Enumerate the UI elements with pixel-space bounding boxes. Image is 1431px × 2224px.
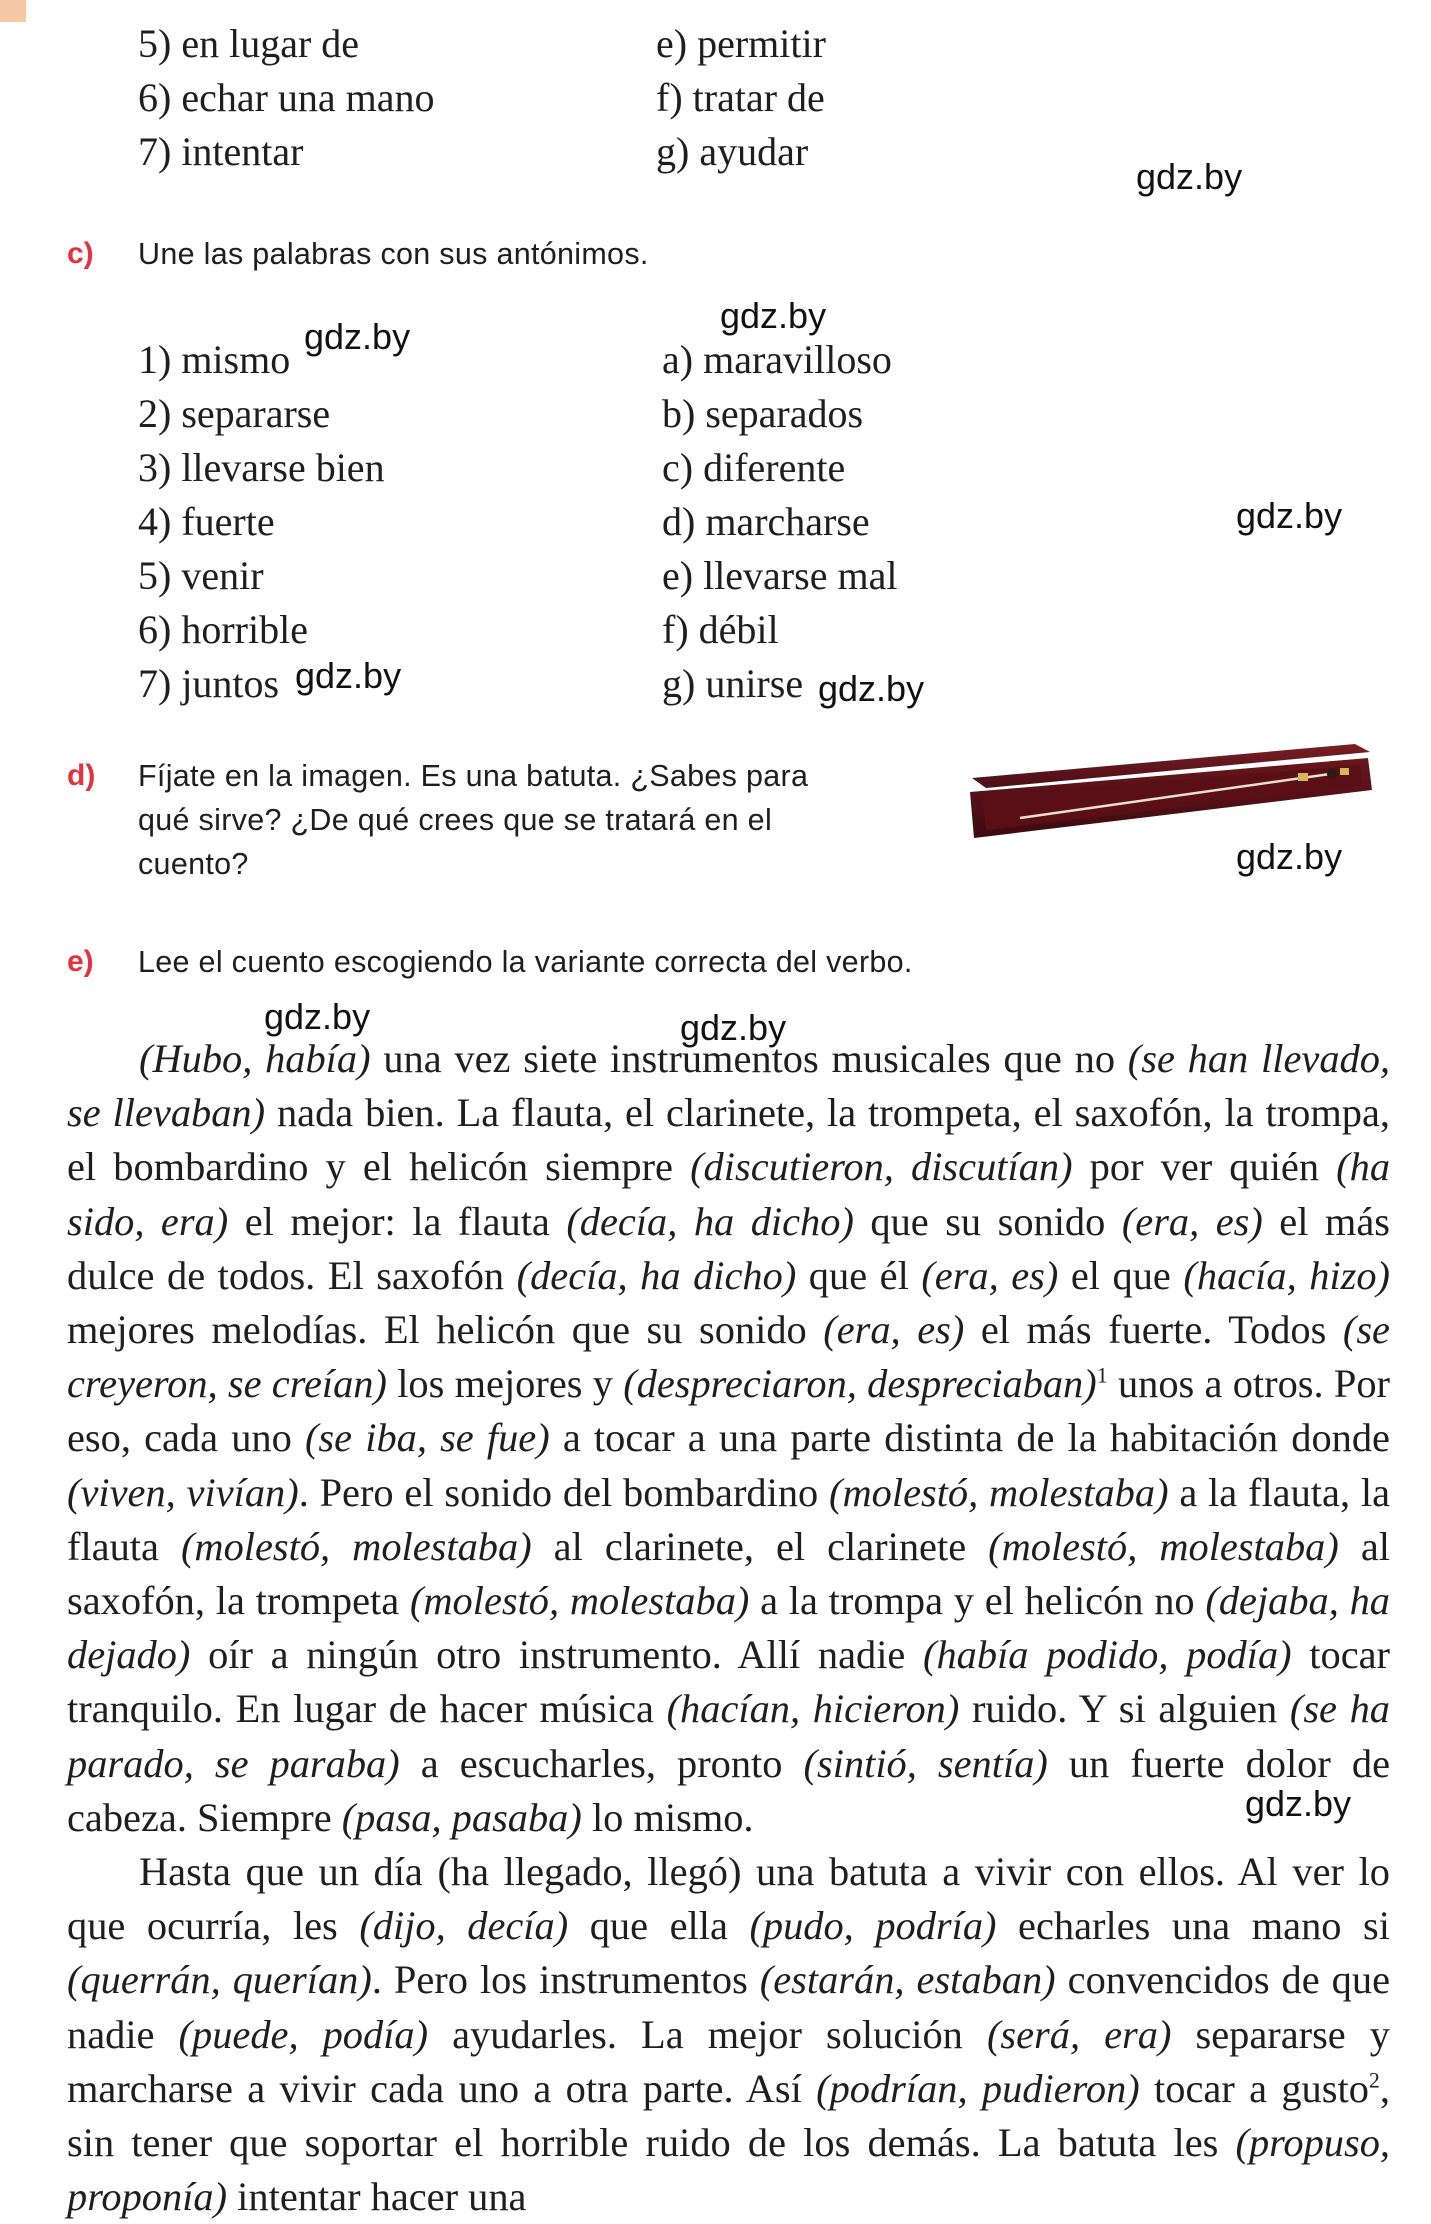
section-e-instruction: Lee el cuento escogiendo la variante correcta del verbo. [138,945,913,979]
story-paragraph-1: (Hubo, había) una vez siete instrumentos musicales que no (se han llevado, se llevaban) nada bien. La flauta, el clarinete, la trompeta, el saxofón, la trompa, el bombardino y el helicón siempre (discutieron, discutían) por ver quién (ha sido, era) el mejor: la flauta (decía, ha dicho) que su sonido (era, es) el más dulce de todos. El saxofón (decía, ha dicho) que él (era, es) el que (hacía, hizo) mejores melodías. El helicón que su sonido (era, es) el más fuerte. Todos (se creyeron, se creían) los mejores y (despreciaron, despreciaban)$^1$ unos a otros. Por eso, cada uno (se iba, se fue) a tocar a una parte distinta de la habitación donde (viven, vivían). Pero el sonido del bombardino (molestó, molestaba) a la flauta, la flauta (molestó, molestaba) al clarinete, el clarinete (molestó, molestaba) al saxofón, la trompeta (molestó, molestaba) a la trompa y el helicón no (dejaba, ha dejado) oír a ningún otro instrumento. Allí nadie (había podido, podía) tocar tranquilo. En lugar de hacer música (hacían, hicieron) ruido. Y si alguien (se ha parado, se paraba) a escucharles, pronto (sintió, sentía) un fuerte dolor de cabeza. Siempre (pasa, pasaba) lo mismo. [67,1036,1391,1840]
watermark: gdz.by [720,295,827,336]
list-item: 3) llevarse bien [138,445,385,490]
section-d-line: Fíjate en la imagen. Es una batuta. ¿Sabes para [138,759,809,793]
list-item: 2) separarse [138,391,331,436]
list-item: e) permitir [656,21,826,66]
list-item: g) unirse [662,661,804,706]
corner-decoration [0,0,26,22]
footnote-marker: 2 [1368,2067,1380,2093]
list-item: 7) intentar [138,129,304,174]
list-item: 5) en lugar de [138,21,360,66]
section-d-line: cuento? [138,847,249,881]
section-c-instruction: Une las palabras con sus antónimos. [138,237,649,271]
list-item: e) llevarse mal [662,553,898,598]
list-item: g) ayudar [656,129,809,174]
list-item: 6) echar una mano [138,75,435,120]
section-label-c: c) [67,237,94,270]
section-label-e: e) [67,945,94,978]
list-item: 6) horrible [138,607,308,652]
story-text [67,1032,1390,2224]
watermark: gdz.by [295,655,402,696]
list-item: c) diferente [662,445,846,490]
list-item: b) separados [662,391,864,436]
list-item: f) tratar de [656,75,825,120]
list-item: f) débil [662,607,779,652]
watermark: gdz.by [1136,156,1243,197]
watermark: gdz.by [680,1007,787,1048]
watermark: gdz.by [304,316,411,357]
list-item: d) marcharse [662,499,870,544]
list-item: 5) venir [138,553,264,598]
watermark: gdz.by [1236,836,1343,877]
watermark: gdz.by [1236,495,1343,536]
watermark: gdz.by [1245,1783,1352,1824]
list-item: a) maravilloso [662,337,892,382]
list-item: 4) fuerte [138,499,275,544]
footnote-marker: 1 [1096,1362,1108,1388]
watermark: gdz.by [818,668,925,709]
section-label-d: d) [67,759,96,792]
list-item: 1) mismo [138,337,291,382]
watermark: gdz.by [264,996,371,1037]
story-paragraph-2: Hasta que un día (ha llegado, llegó) una batuta a vivir con ellos. Al ver lo que ocurría, les (dijo, decía) que ella (pudo, podría) echarles una mano si (querrán, querían). Pero los instrumentos (estarán, estaban) convencidos de que nadie (puede, podía) ayudarles. La mejor solución (será, era) separarse y marcharse a vivir cada uno a otra parte. Así (podrían, pudieron) tocar a gusto$^2$, sin tener que soportar el horrible ruido de los demás. La batuta les (propuso, proponía) intentar hacer una [67,1849,1391,2220]
section-d-line: qué sirve? ¿De qué crees que se tratará en el [138,803,773,837]
list-item: 7) juntos [138,661,280,706]
